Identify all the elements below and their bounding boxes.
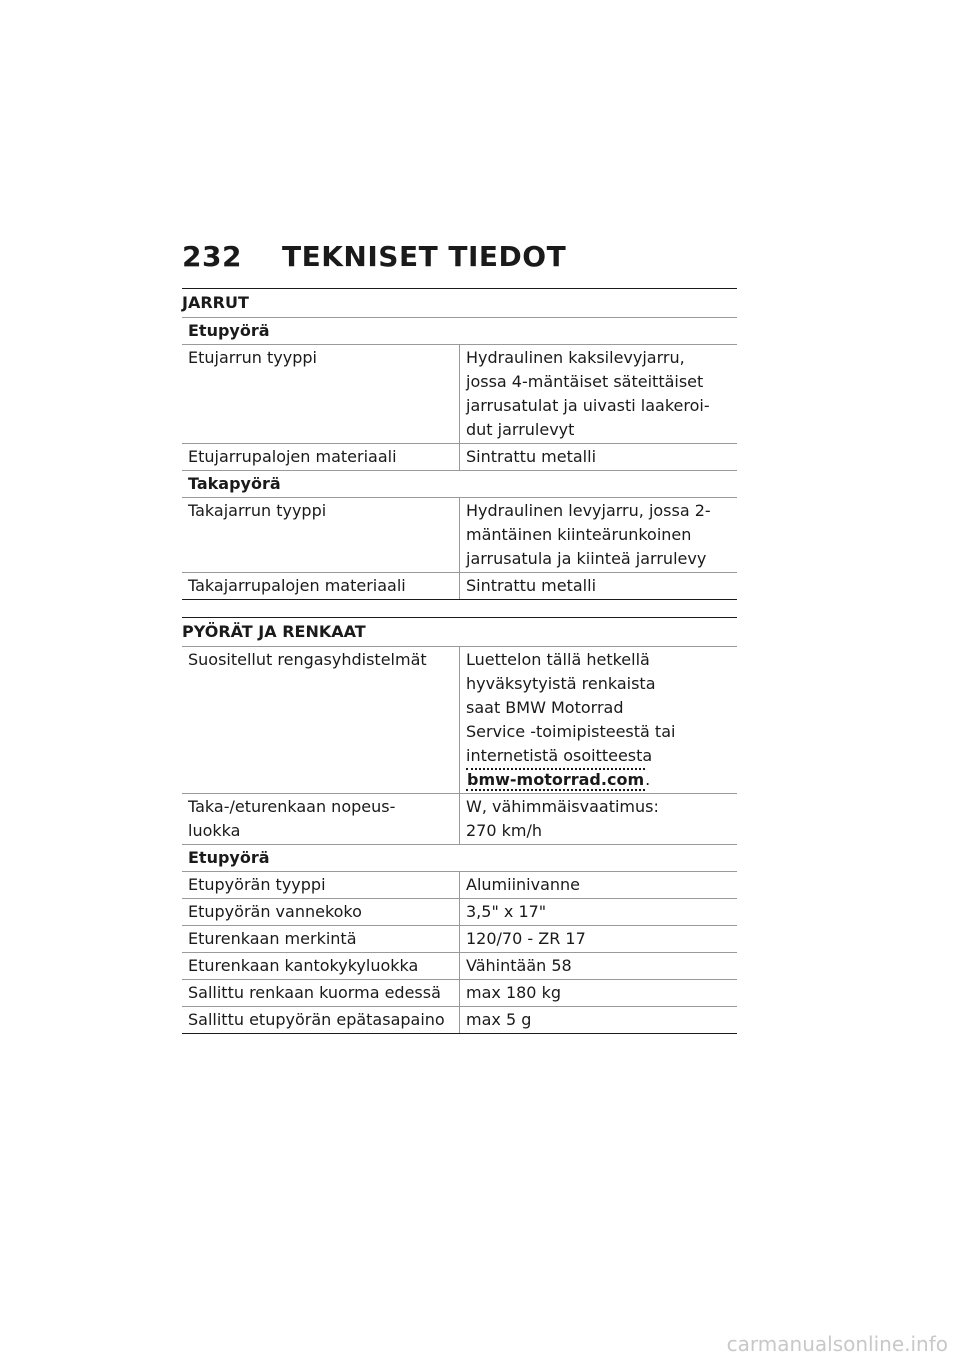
row-label: Etupyörän tyyppi	[182, 872, 460, 899]
value-line: mäntäinen kiinteärunkoinen	[466, 525, 692, 544]
row-label: Suositellut rengasyhdistelmät	[182, 647, 460, 794]
bmw-motorrad-link[interactable]: bmw-motorrad.com	[467, 770, 645, 789]
value-line: Service -toimipisteestä tai	[466, 722, 676, 741]
value-line: 270 km/h	[466, 821, 543, 840]
row-label	[182, 794, 460, 845]
row-value	[460, 345, 738, 444]
value-line: internetistä osoitteesta	[466, 746, 653, 765]
row-label: Etujarrun tyyppi	[182, 345, 460, 444]
value-line: jossa 4-mäntäiset säteittäiset	[466, 372, 704, 391]
row-label: Etujarrupalojen materiaali	[182, 444, 460, 471]
row-label: Eturenkaan merkintä	[182, 926, 460, 953]
table-row	[182, 498, 737, 573]
section-gap	[182, 600, 737, 617]
wheels-table	[182, 646, 737, 1034]
row-value: Alumiinivanne	[460, 872, 738, 899]
link-suffix: .	[645, 770, 651, 789]
label-line: Taka-/eturenkaan nopeus-	[188, 797, 396, 816]
table-row	[182, 647, 737, 794]
table-row	[182, 872, 737, 899]
subheading-rear-wheel: Takapyörä	[182, 471, 737, 498]
row-value	[460, 794, 738, 845]
row-value: max 180 kg	[460, 980, 738, 1007]
row-value: max 5 g	[460, 1007, 738, 1034]
table-row	[182, 794, 737, 845]
table-row	[182, 1007, 737, 1034]
value-line: W, vähimmäisvaatimus:	[466, 797, 659, 816]
table-row	[182, 471, 737, 498]
value-line: Hydraulinen levyjarru, jossa 2-	[466, 501, 711, 520]
row-value: Sintrattu metalli	[460, 444, 738, 471]
table-row	[182, 444, 737, 471]
row-value: Sintrattu metalli	[460, 573, 738, 600]
watermark: carmanualsonline.info	[726, 1332, 948, 1356]
row-value	[460, 498, 738, 573]
table-row	[182, 845, 737, 872]
table-row	[182, 573, 737, 600]
row-value: 3,5" x 17"	[460, 899, 738, 926]
table-row	[182, 926, 737, 953]
value-line: saat BMW Motorrad	[466, 698, 624, 717]
brakes-table	[182, 317, 737, 600]
value-line: dut jarrulevyt	[466, 420, 575, 439]
value-line: Hydraulinen kaksilevyjarru,	[466, 348, 685, 367]
section-title-brakes: JARRUT	[182, 288, 737, 317]
row-label: Sallittu etupyörän epätasapaino	[182, 1007, 460, 1034]
value-line: hyväksytyistä renkaista	[466, 674, 656, 693]
subheading-front-wheel: Etupyörä	[182, 318, 737, 345]
table-row	[182, 953, 737, 980]
row-label: Takajarrupalojen materiaali	[182, 573, 460, 600]
row-label: Takajarrun tyyppi	[182, 498, 460, 573]
table-row	[182, 980, 737, 1007]
label-line: luokka	[188, 821, 241, 840]
page-number: 232	[182, 240, 242, 273]
page-header	[182, 240, 737, 288]
table-row	[182, 318, 737, 345]
row-label: Etupyörän vannekoko	[182, 899, 460, 926]
section-title-wheels: PYÖRÄT JA RENKAAT	[182, 617, 737, 646]
manual-page	[182, 240, 737, 1034]
table-row	[182, 345, 737, 444]
value-line	[466, 768, 731, 792]
value-line: Luettelon tällä hetkellä	[466, 650, 650, 669]
value-line: jarrusatula ja kiinteä jarrulevy	[466, 549, 707, 568]
row-label: Sallittu renkaan kuorma edessä	[182, 980, 460, 1007]
table-row	[182, 899, 737, 926]
row-value	[460, 647, 738, 794]
subheading-front-wheel: Etupyörä	[182, 845, 737, 872]
page-title: TEKNISET TIEDOT	[282, 240, 567, 273]
row-label: Eturenkaan kantokykyluokka	[182, 953, 460, 980]
row-value: Vähintään 58	[460, 953, 738, 980]
row-value: 120/70 - ZR 17	[460, 926, 738, 953]
value-line: jarrusatulat ja uivasti laakeroi-	[466, 396, 710, 415]
